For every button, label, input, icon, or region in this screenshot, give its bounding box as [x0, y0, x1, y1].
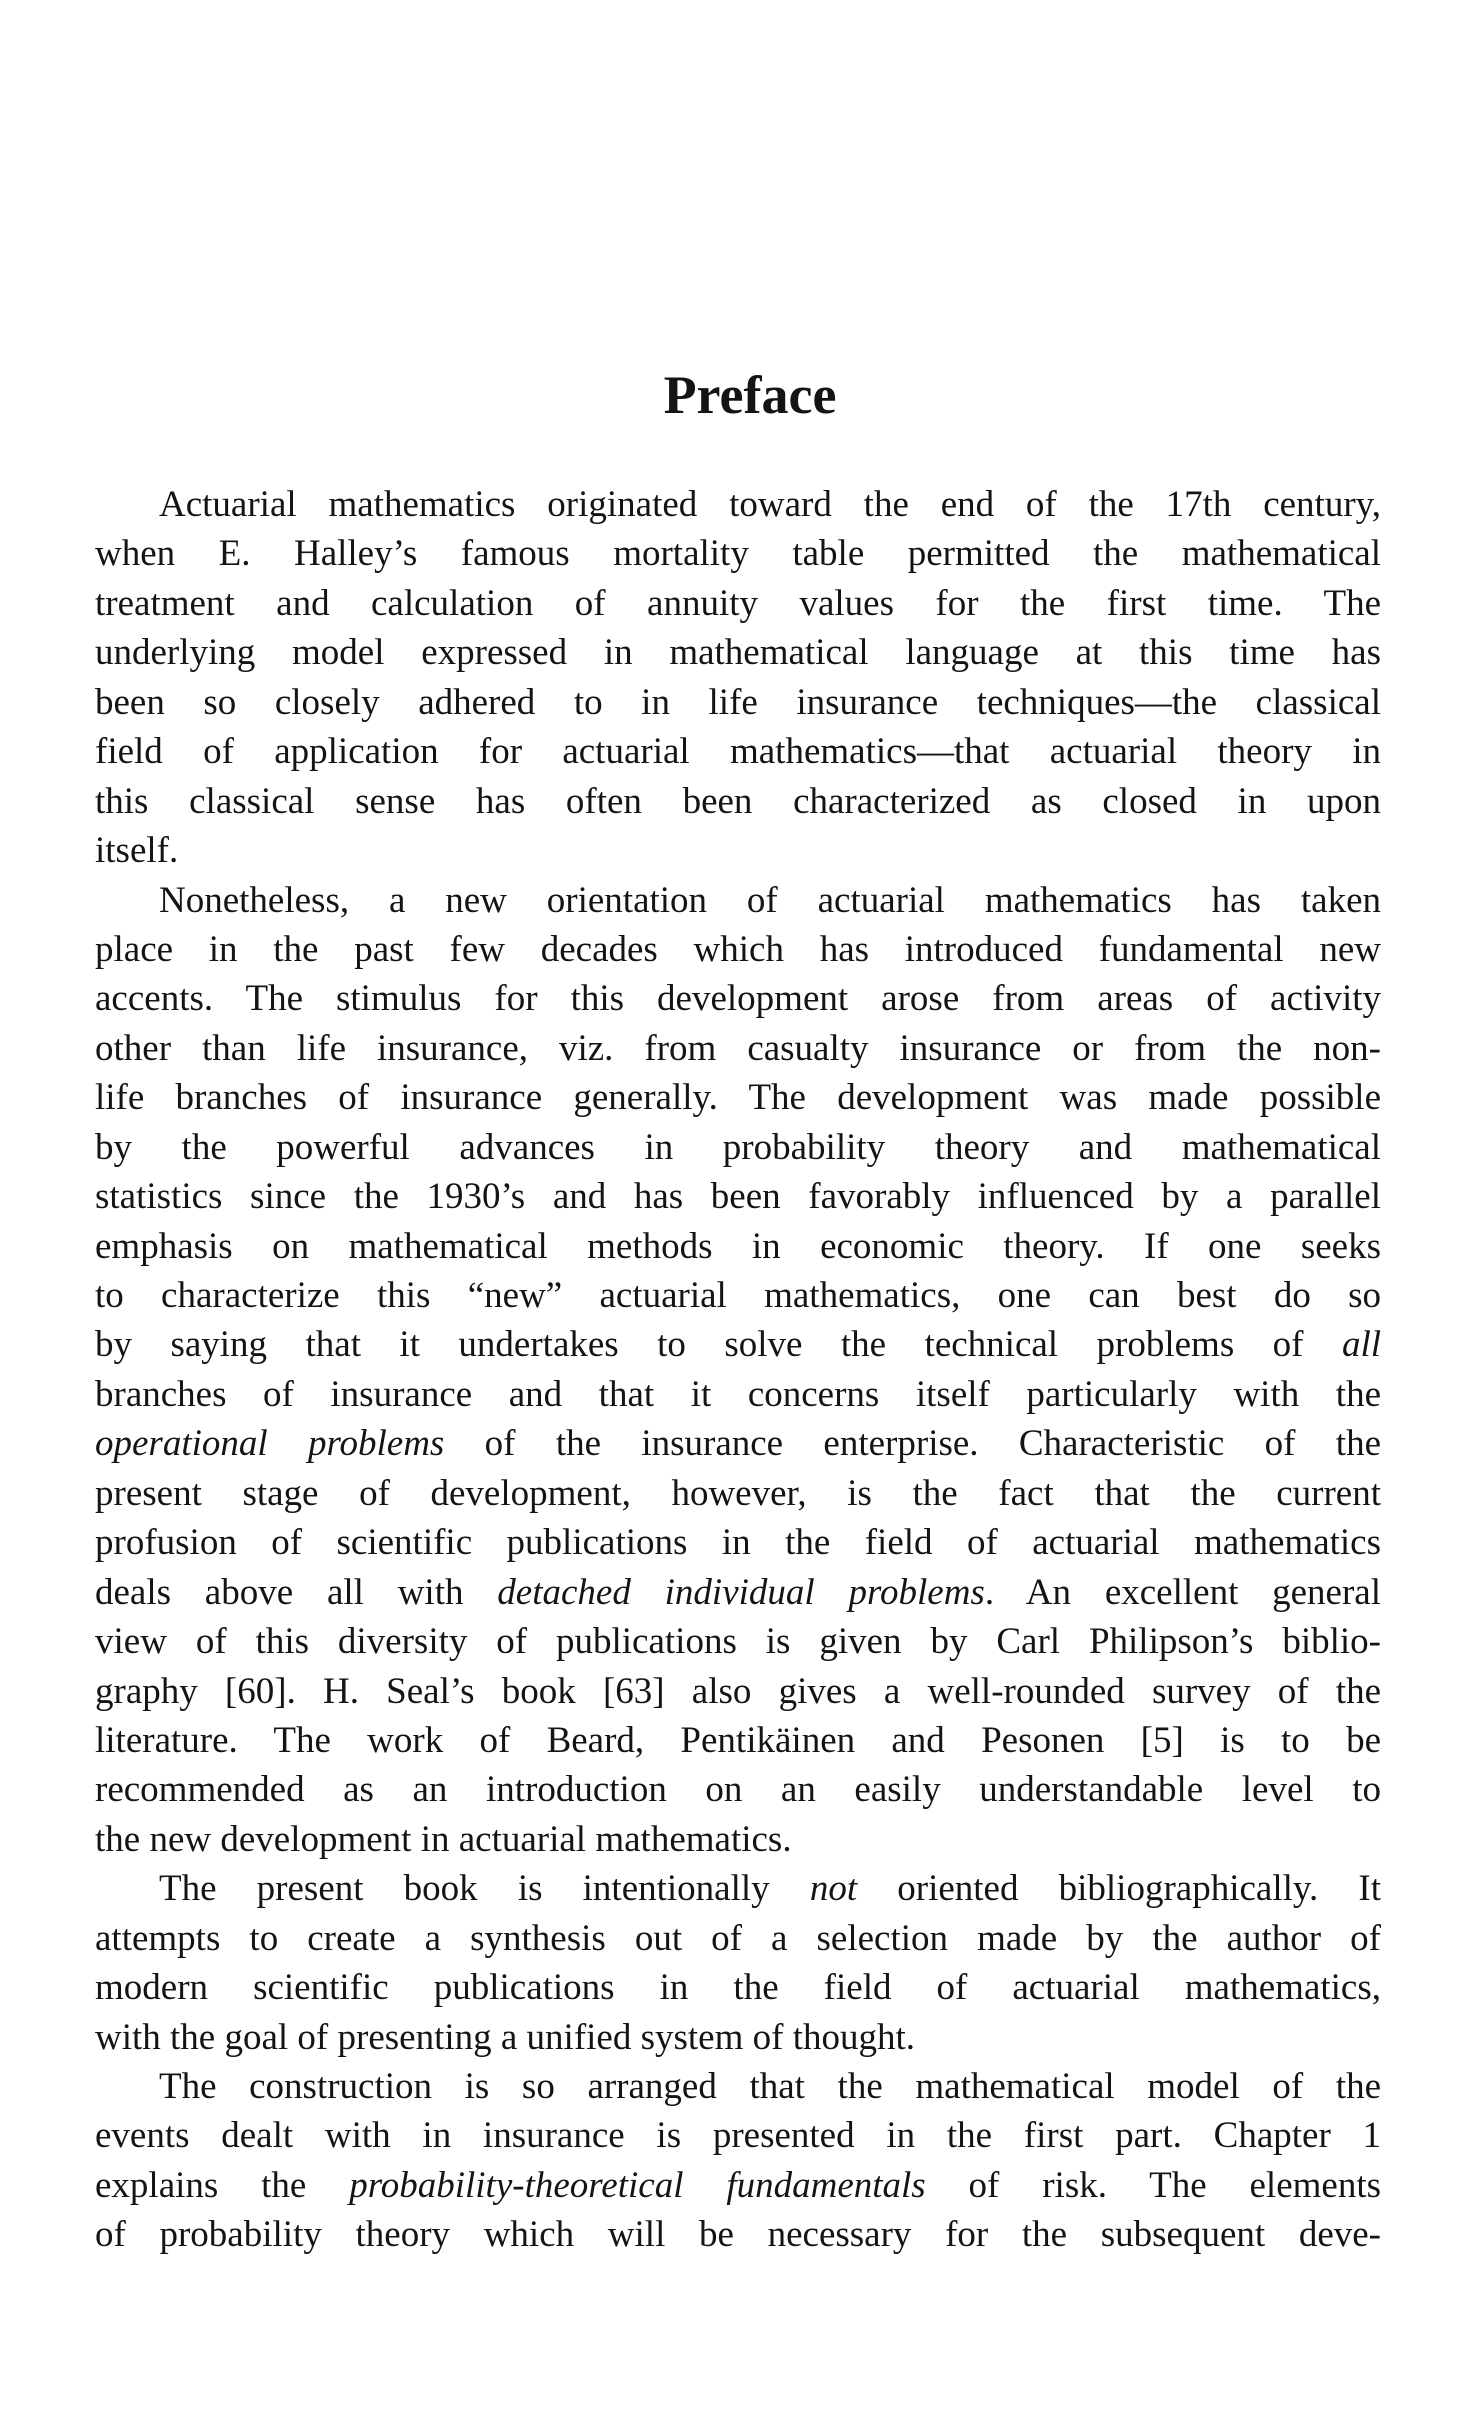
text-run: oriented bibliographically. It: [857, 1868, 1381, 1910]
text-line: [95, 777, 1381, 826]
text-run: deals above all with: [95, 1571, 498, 1613]
text-line: [95, 826, 1381, 875]
text-run: Nonetheless, a new orientation of actuarial mathematics has taken: [159, 879, 1381, 921]
text-run: this classical sense has often been characterized as closed in upon: [95, 780, 1381, 822]
text-line: [95, 1765, 1381, 1814]
text-line: [95, 2111, 1381, 2160]
text-run: field of application for actuarial mathematics—that actuarial theory in: [95, 731, 1381, 773]
text-line: [95, 727, 1381, 776]
text-run: profusion of scientific publications in the field of actuarial mathematics: [95, 1522, 1381, 1564]
text-line: [95, 2013, 1381, 2062]
text-run: emphasis on mathematical methods in economic theory. If one seeks: [95, 1225, 1381, 1267]
text-run: other than life insurance, viz. from casualty insurance or from the non-: [95, 1027, 1381, 1069]
text-run: life branches of insurance generally. The development was made possible: [95, 1077, 1381, 1119]
text-run: Actuarial mathematics originated toward the end of the 17th century,: [159, 484, 1381, 525]
paragraph: [95, 1864, 1381, 2062]
text-run: The present book is intentionally: [159, 1868, 810, 1910]
text-line: [95, 925, 1381, 974]
text-line: [95, 529, 1381, 578]
text-line: [95, 1518, 1381, 1567]
paragraph: [95, 876, 1381, 1865]
text-run: itself.: [95, 830, 179, 872]
text-run: recommended as an introduction on an easily understandable level to: [95, 1769, 1381, 1811]
text-run: treatment and calculation of annuity values for the first time. The: [95, 582, 1381, 624]
text-line: [95, 480, 1381, 529]
text-line: [95, 1024, 1381, 1073]
text-line: [95, 2161, 1381, 2210]
text-run: view of this diversity of publications is given by Carl Philipson’s biblio-: [95, 1621, 1381, 1663]
text-line: [95, 1123, 1381, 1172]
text-line: [95, 1914, 1381, 1963]
emphasis-text: detached individual problems: [497, 1571, 985, 1613]
text-line: [95, 1815, 1381, 1864]
text-run: statistics since the 1930’s and has been favorably influenced by a parallel: [95, 1176, 1381, 1218]
text-run: by saying that it undertakes to solve the technical problems of: [95, 1324, 1342, 1366]
text-line: [95, 1320, 1381, 1369]
text-run: of risk. The elements: [925, 2164, 1381, 2206]
text-line: [95, 1370, 1381, 1419]
text-run: underlying model expressed in mathematical language at this time has: [95, 632, 1381, 674]
text-run: when E. Halley’s famous mortality table permitted the mathematical: [95, 533, 1381, 575]
text-run: graphy [60]. H. Seal’s book [63] also gives a well-rounded survey of the: [95, 1670, 1381, 1712]
text-run: branches of insurance and that it concerns itself particularly with the: [95, 1373, 1381, 1415]
emphasis-text: all: [1341, 1324, 1381, 1366]
text-run: modern scientific publications in the field of actuarial mathematics,: [95, 1967, 1381, 2009]
text-run: with the goal of presenting a unified system of thought.: [95, 2016, 916, 2058]
text-line: [95, 1469, 1381, 1518]
text-line: [95, 1073, 1381, 1122]
text-line: [95, 1667, 1381, 1716]
emphasis-text: operational problems: [95, 1423, 445, 1465]
emphasis-text: probability-theoretical fundamentals: [349, 2164, 926, 2206]
text-line: [95, 579, 1381, 628]
text-line: [95, 1419, 1381, 1468]
text-line: [95, 1716, 1381, 1765]
page-title: Preface: [663, 365, 837, 425]
text-run: events dealt with in insurance is presented in the first part. Chapter 1: [95, 2115, 1381, 2157]
text-run: attempts to create a synthesis out of a selection made by the author of: [95, 1917, 1381, 1959]
text-run: present stage of development, however, is the fact that the current: [95, 1472, 1381, 1514]
emphasis-text: not: [809, 1868, 858, 1910]
text-line: [95, 1172, 1381, 1221]
text-line: [95, 876, 1381, 925]
text-line: [95, 1271, 1381, 1320]
preface-body: [95, 480, 1381, 2260]
text-run: to characterize this “new” actuarial mathematics, one can best do so: [95, 1275, 1381, 1316]
text-line: [95, 2062, 1381, 2111]
text-line: [95, 1963, 1381, 2012]
text-run: of the insurance enterprise. Characteristic of the: [444, 1423, 1381, 1465]
text-line: [95, 2210, 1381, 2259]
text-line: [95, 1864, 1381, 1913]
text-line: [95, 974, 1381, 1023]
paragraph: [95, 2062, 1381, 2260]
text-run: accents. The stimulus for this development arose from areas of activity: [95, 978, 1381, 1020]
text-line: [95, 1222, 1381, 1271]
paragraph: [95, 480, 1381, 876]
text-run: the new development in actuarial mathematics.: [95, 1818, 792, 1860]
text-run: The construction is so arranged that the mathematical model of the: [159, 2066, 1381, 2107]
text-line: [95, 628, 1381, 677]
text-run: . An excellent general: [984, 1571, 1382, 1613]
text-line: [95, 678, 1381, 727]
text-line: [95, 1617, 1381, 1666]
text-run: been so closely adhered to in life insurance techniques—the classical: [95, 681, 1381, 723]
text-run: of probability theory which will be necessary for the subsequent deve-: [95, 2214, 1381, 2256]
text-run: place in the past few decades which has introduced fundamental new: [95, 928, 1381, 970]
text-run: by the powerful advances in probability theory and mathematical: [95, 1126, 1381, 1168]
text-run: literature. The work of Beard, Pentikäinen and Pesonen [5] is to be: [95, 1719, 1381, 1761]
text-line: [95, 1568, 1381, 1617]
text-run: explains the: [95, 2164, 350, 2206]
